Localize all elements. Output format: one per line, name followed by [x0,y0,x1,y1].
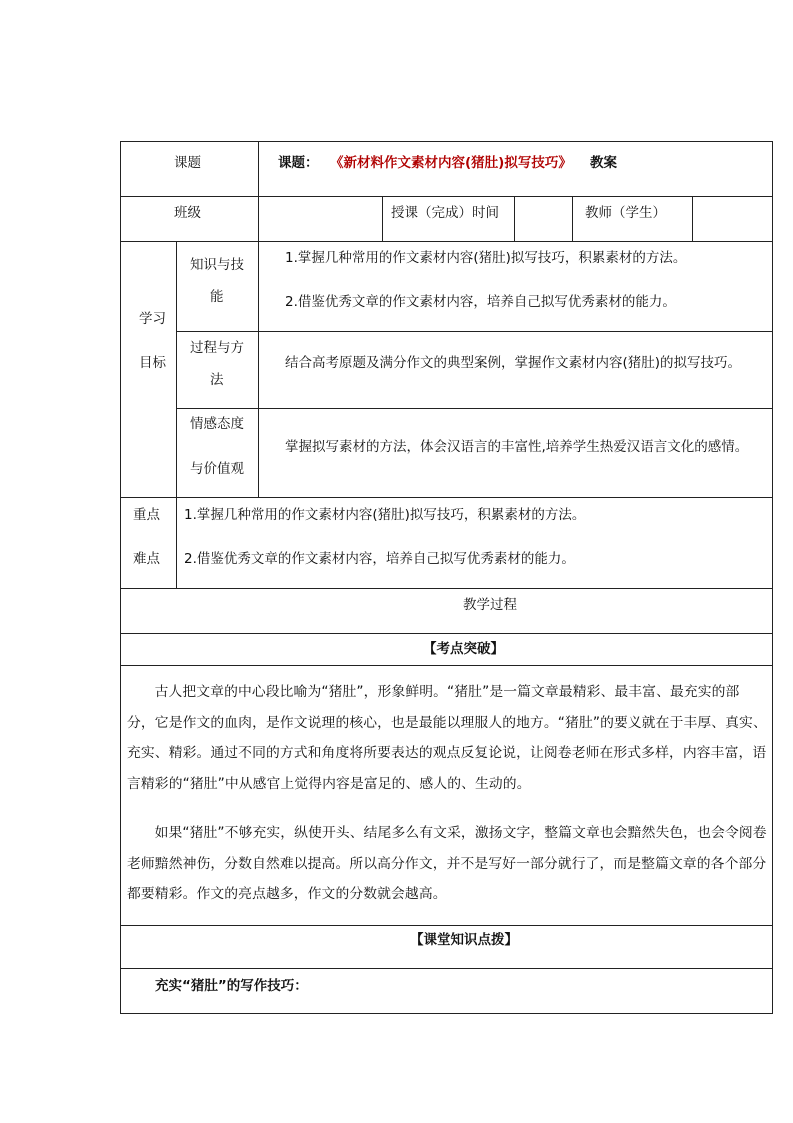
row-divider [176,331,773,332]
table-border-bottom [120,1013,773,1014]
process-label-line1: 过程与方 [190,340,244,356]
key-points-label-line2: 难点 [133,551,160,567]
body-paragraph-1: 古人把文章的中心段比喻为“猪肚”，形象鲜明。“猪肚”是一篇文章最精彩、最丰富、最充实的部分，它是作文的血肉，是作文说理的核心，也是最能以理服人的地方。“猪肚”的要义就在于丰厚、真实、充实、精彩。通过不同的方式和角度将所要表达的观点反复论说，让阅卷老师在形式多样，内容丰富，语言精彩的“猪肚”中从感官上觉得内容是富足的、感人的、生动的。 [127,684,767,792]
key-point-2: 2.借鉴优秀文章的作文素材内容，培养自己拟写优秀素材的能力。 [184,551,575,567]
knowledge-item-1: 1.掌握几种常用的作文素材内容(猪肚)拟写技巧，积累素材的方法。 [285,250,687,266]
emotion-goal-text: 掌握拟写素材的方法，体会汉语言的丰富性,培养学生热爱汉语言文化的感情。 [285,439,749,455]
row-divider [120,968,773,969]
table-border-right [772,141,773,1014]
key-points-label-line1: 重点 [133,507,160,523]
goals-label-line1: 学习 [139,311,166,327]
key-point-1: 1.掌握几种常用的作文素材内容(猪肚)拟写技巧，积累素材的方法。 [184,507,586,523]
column-divider [382,196,383,241]
class-label: 班级 [174,205,201,221]
process-goal-text: 结合高考原题及满分作文的典型案例，掌握作文素材内容(猪肚)的拟写技巧。 [285,355,742,371]
row-divider [120,633,773,634]
topic-prefix: 课题： [278,155,319,171]
knowledge-item-2: 2.借鉴优秀文章的作文素材内容，培养自己拟写优秀素材的能力。 [285,294,676,310]
row-divider [120,497,773,498]
topic-suffix: 教案 [590,155,617,171]
row-divider [120,925,773,926]
column-divider [514,196,515,241]
row-divider [176,408,773,409]
row-divider [120,196,773,197]
goals-label-line2: 目标 [139,355,166,371]
table-border-left [120,141,121,1014]
column-divider [258,141,259,497]
topic-title: 《新材料作文素材内容(猪肚)拟写技巧》 [330,155,572,171]
column-divider [692,196,693,241]
time-label: 授课（完成）时间 [391,205,499,221]
emotion-label-line1: 情感态度 [190,416,244,432]
row-divider [120,665,773,666]
teacher-label: 教师（学生） [585,205,666,221]
column-divider [572,196,573,241]
class-knowledge-heading: 【课堂知识点拨】 [410,932,518,948]
topic-label: 课题 [174,155,201,171]
row-divider [120,241,773,242]
column-divider [176,241,177,588]
process-section-title: 教学过程 [463,597,517,613]
body-paragraph-2: 如果“猪肚”不够充实，纵使开头、结尾多么有文采，激扬文字，整篇文章也会黯然失色，也会令阅卷老师黯然神伤，分数自然难以提高。所以高分作文，并不是写好一部分就行了，而是整篇文章的各个部分都要精彩。作文的亮点越多，作文的分数就会越高。 [127,825,767,902]
exam-breakthrough-heading: 【考点突破】 [423,641,504,657]
knowledge-label-line1: 知识与技 [190,257,244,273]
table-border-top [120,141,773,142]
row-divider [120,588,773,589]
process-label-line2: 法 [210,372,224,388]
knowledge-label-line2: 能 [210,289,224,305]
emotion-label-line2: 与价值观 [190,461,244,477]
writing-techniques-subheading: 充实“猪肚”的写作技巧： [155,978,308,994]
